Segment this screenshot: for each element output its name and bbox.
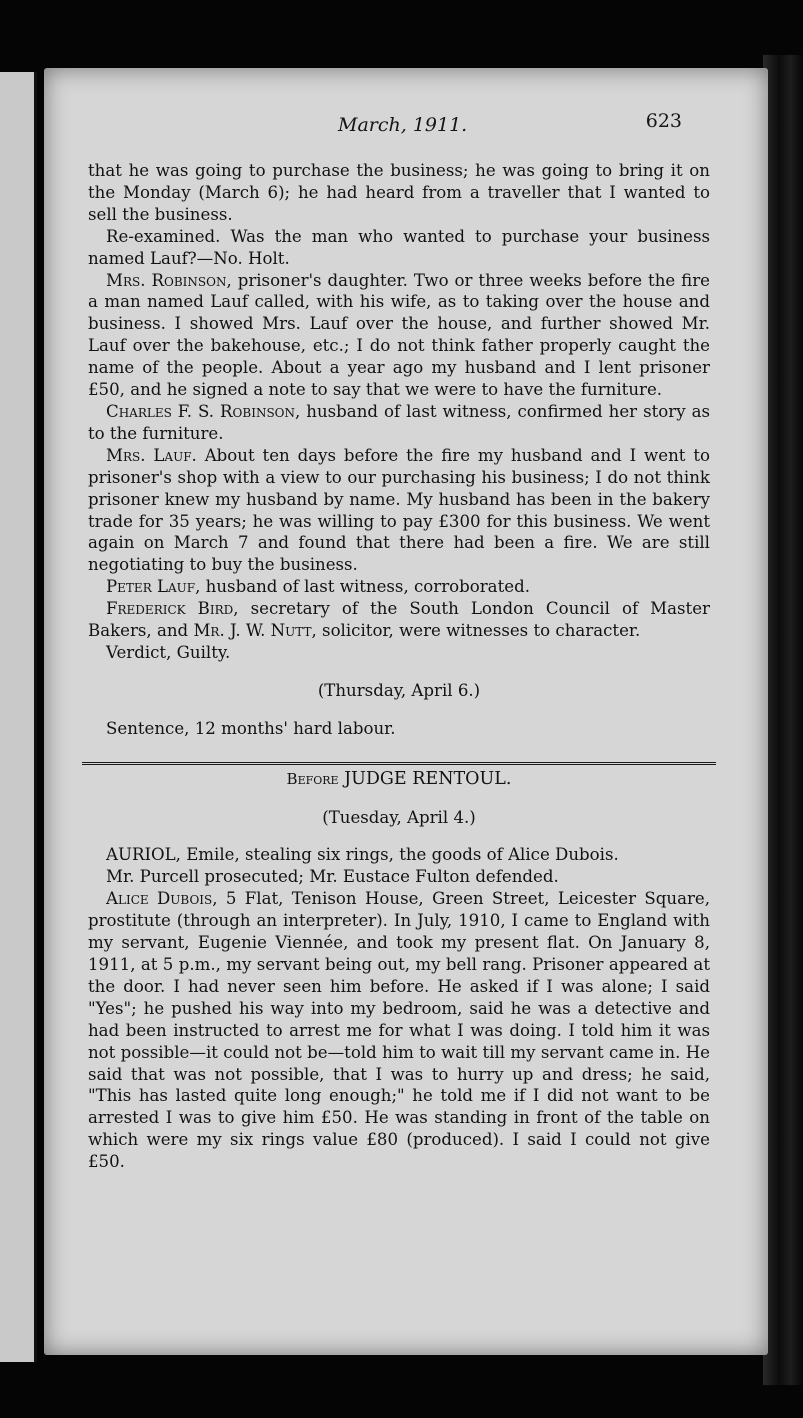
witness-testimony: 5 Flat, Tenison House, Green Street, Leicester Square, prostitute (through an interpreter). In July, 1910, I came to England with my servant, Eugenie Viennée, and took my present flat. On January 8, 1911, at 5 p.m., my servant being out, my bell rang. Prisoner appeared at the door. I had never seen him before. He asked if I was alone; I said "Yes"; he pushed his way into my bedroom, said he was a detective and had been instructed to arrest me for what I was doing. I told him it was not possible—it could not be—told him to wait till my servant came in. He said that was not possible, that I was to hurry up and dress; he said, "This has lasted quite long enough;" he told me if I did not want to be arrested I was to give him £50. He was standing in front of the table on which were my six rings value £80 (produced). I said I could not give £50. (88, 889, 710, 1172)
witness-name: Mrs. Robinson, (106, 270, 232, 290)
witness-testimony: prisoner's daughter. Two or three weeks before the fire a man named Lauf called, with his wife, as to taking over the house and business. I showed Mrs. Lauf over the house, and further showed Mr. Lauf over the bakehouse, etc.; I do not think father properly caught the name of the people. About a year ago my husband and I lent prisoner £50, and he signed a note to say that we were to have the furniture. (88, 270, 710, 400)
witness-name: Frederick Bird, (106, 599, 239, 619)
previous-page-edge (0, 72, 37, 1362)
document-page (44, 68, 768, 1355)
before-prefix: Before (286, 769, 339, 788)
running-head (44, 110, 768, 140)
paragraph-reexamined: Re-examined. Was the man who wanted to purchase your business named Lauf?—No. Holt. (88, 226, 710, 268)
paragraph-character-witnesses (88, 598, 710, 642)
paragraph-mrs-lauf (88, 445, 710, 576)
witness-name: Peter Lauf, (106, 577, 201, 597)
paragraph-continuation: that he was going to purchase the business; he was going to bring it on the Monday (March 6); he had heard from a traveller that I wanted to sell the business. (88, 161, 710, 224)
paragraph-peter-lauf (88, 576, 710, 598)
paragraph-mrs-robinson (88, 270, 710, 401)
sentence-date: (Thursday, April 6.) (317, 680, 481, 700)
paragraph-alice-dubois (88, 888, 710, 1173)
witness-testimony: husband of last witness, confirmed her story as to the furniture. (88, 401, 710, 443)
witness-name: Mr. J. W. Nutt, (193, 621, 317, 641)
section-divider (82, 762, 716, 769)
witness-testimony: About ten days before the fire my husband and I went to prisoner's shop with a view to our purchasing his business; I do not think prisoner knew my husband by name. My husband has been in the bakery trade for 35 years; he was willing to pay £300 for this business. We went again on March 7 and found that there had been a fire. We are still negotiating to buy the business. (88, 445, 710, 575)
charge: Emile, stealing six rings, the goods of Alice Dubois. (180, 845, 619, 865)
judge-name: JUDGE RENTOUL. (338, 768, 512, 789)
body-text (88, 160, 710, 1173)
running-title: March, 1911. (338, 114, 468, 136)
witness-name: Mrs. Lauf. (106, 445, 197, 465)
trial-date: (Tuesday, April 4.) (322, 807, 476, 827)
witness-testimony: solicitor, were witnesses to character. (316, 621, 641, 641)
counsel: Mr. Purcell prosecuted; Mr. Eustace Fulton defended. (106, 867, 559, 887)
defendant-name: AURIOL, (106, 845, 181, 865)
court-heading (88, 769, 710, 791)
witness-testimony: secretary of the South London Council of Master Bakers, and (88, 599, 710, 641)
sentence: Sentence, 12 months' hard labour. (106, 718, 396, 738)
verdict: Verdict, Guilty. (106, 642, 231, 662)
book-edge (763, 55, 803, 1385)
witness-name: Alice Dubois, (106, 889, 218, 909)
page-number: 623 (645, 110, 682, 132)
case-heading (88, 844, 710, 866)
witness-testimony: husband of last witness, corroborated. (200, 577, 530, 597)
witness-name: Charles F. S. Robinson, (106, 401, 301, 421)
paragraph-charles-robinson (88, 401, 710, 445)
